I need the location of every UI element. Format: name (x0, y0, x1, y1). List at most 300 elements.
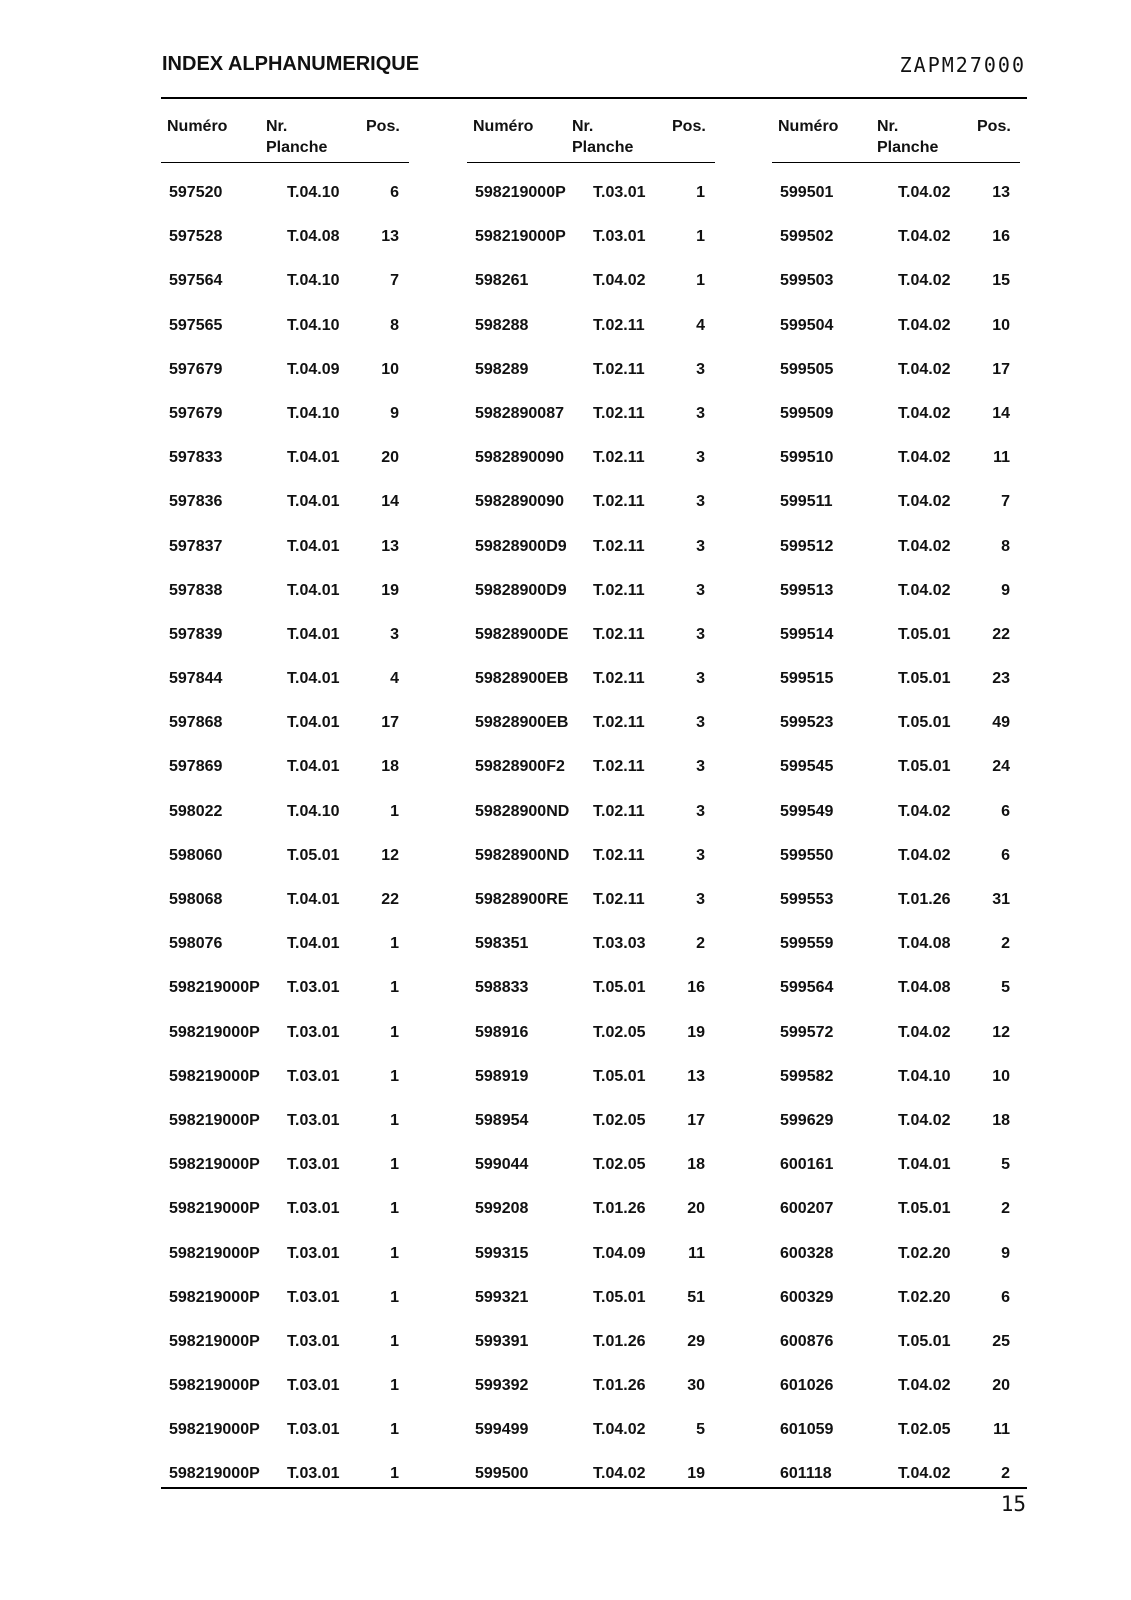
planche-ref: T.01.26 (593, 1377, 646, 1395)
part-number: 599572 (780, 1023, 834, 1041)
header-nr: Nr. (266, 118, 288, 135)
planche-ref: T.04.10 (287, 404, 340, 422)
position: 23 (992, 670, 1010, 688)
position: 10 (381, 360, 399, 378)
part-number: 598219000P (475, 228, 566, 246)
planche-ref: T.04.02 (898, 1465, 951, 1483)
part-number: 59828900EB (475, 670, 569, 688)
position: 1 (390, 979, 399, 997)
planche-ref: T.04.02 (898, 537, 951, 555)
planche-ref: T.04.10 (287, 802, 340, 820)
table-row (772, 392, 1020, 436)
position: 3 (696, 891, 705, 908)
position: 22 (381, 891, 399, 908)
part-number: 598954 (475, 1111, 529, 1129)
planche-ref: T.03.01 (593, 184, 646, 201)
planche-ref: T.04.02 (898, 449, 951, 467)
position: 1 (696, 184, 705, 201)
position: 3 (696, 714, 705, 732)
part-number: 599499 (475, 1421, 529, 1439)
position: 5 (1001, 979, 1010, 997)
header-pos: Pos. (366, 118, 400, 135)
table-row (772, 1011, 1020, 1055)
position: 11 (688, 1244, 705, 1262)
part-number: 600876 (780, 1332, 834, 1350)
planche-ref: T.04.10 (287, 316, 340, 334)
index-column-3 (772, 116, 1020, 1497)
planche-ref: T.05.01 (898, 625, 951, 643)
table-row (467, 215, 715, 259)
table-row (772, 1452, 1020, 1496)
table-row (161, 525, 409, 569)
part-number: 597869 (169, 758, 223, 776)
table-row (772, 304, 1020, 348)
table-row (772, 701, 1020, 745)
position: 3 (696, 404, 705, 422)
position: 16 (992, 228, 1010, 246)
table-row (467, 966, 715, 1010)
position: 4 (696, 316, 705, 334)
position: 1 (390, 1288, 399, 1306)
planche-ref: T.05.01 (898, 1332, 951, 1350)
part-number: 598289 (475, 360, 529, 378)
part-number: 598219000P (169, 1067, 260, 1085)
table-row (467, 1320, 715, 1364)
table-row (772, 215, 1020, 259)
part-number: 598351 (475, 935, 529, 953)
planche-ref: T.04.01 (287, 891, 340, 908)
planche-ref: T.05.01 (593, 1067, 646, 1085)
table-row (772, 745, 1020, 789)
part-number: 600329 (780, 1288, 834, 1306)
table-row (161, 1232, 409, 1276)
part-number: 598219000P (169, 1200, 260, 1218)
part-number: 599513 (780, 581, 834, 599)
planche-ref: T.02.20 (898, 1288, 951, 1306)
header-numero: Numéro (778, 118, 839, 135)
position: 8 (390, 316, 399, 334)
table-row (161, 1011, 409, 1055)
part-number: 59828900DE (475, 625, 569, 643)
part-number: 598219000P (169, 1421, 260, 1439)
position: 1 (390, 1421, 399, 1439)
position: 22 (992, 625, 1010, 643)
position: 2 (696, 935, 705, 953)
part-number: 598219000P (169, 1156, 260, 1174)
table-row (772, 1143, 1020, 1187)
position: 3 (696, 758, 705, 776)
table-row (467, 1011, 715, 1055)
header-numero: Numéro (167, 118, 228, 135)
position: 1 (390, 1111, 399, 1129)
part-number: 5982890090 (475, 449, 564, 467)
position: 29 (687, 1332, 705, 1350)
table-row (772, 259, 1020, 303)
part-number: 600328 (780, 1244, 834, 1262)
planche-ref: T.04.02 (898, 184, 951, 201)
position: 3 (696, 625, 705, 643)
table-row (161, 1099, 409, 1143)
table-row (161, 1055, 409, 1099)
planche-ref: T.03.01 (287, 1067, 340, 1085)
part-number: 599511 (780, 493, 833, 511)
table-row (772, 171, 1020, 215)
position: 20 (687, 1200, 705, 1218)
part-number: 599044 (475, 1156, 529, 1174)
position: 2 (1001, 1465, 1010, 1483)
planche-ref: T.02.11 (593, 891, 645, 908)
part-number: 599545 (780, 758, 834, 776)
position: 9 (390, 404, 399, 422)
table-row (161, 436, 409, 480)
part-number: 59828900EB (475, 714, 569, 732)
part-number: 599549 (780, 802, 834, 820)
position: 2 (1001, 1200, 1010, 1218)
planche-ref: T.03.01 (287, 1111, 340, 1129)
table-row (467, 613, 715, 657)
part-number: 59828900ND (475, 846, 570, 864)
planche-ref: T.05.01 (898, 1200, 951, 1218)
planche-ref: T.03.01 (287, 1288, 340, 1306)
planche-ref: T.03.01 (287, 979, 340, 997)
part-number: 5982890090 (475, 493, 564, 511)
planche-ref: T.05.01 (287, 846, 340, 864)
table-row (161, 480, 409, 524)
part-number: 597679 (169, 404, 223, 422)
header-numero: Numéro (473, 118, 534, 135)
planche-ref: T.04.08 (898, 935, 951, 953)
planche-ref: T.04.10 (898, 1067, 951, 1085)
position: 3 (696, 581, 705, 599)
table-row (467, 569, 715, 613)
table-row (467, 1143, 715, 1187)
position: 1 (390, 1156, 399, 1174)
position: 25 (992, 1332, 1010, 1350)
header-nr-planche (572, 116, 633, 158)
part-number: 598288 (475, 316, 529, 334)
planche-ref: T.02.05 (593, 1156, 646, 1174)
planche-ref: T.02.11 (593, 802, 645, 820)
planche-ref: T.04.01 (287, 758, 340, 776)
table-row (772, 878, 1020, 922)
planche-ref: T.04.01 (287, 935, 340, 953)
planche-ref: T.02.11 (593, 625, 645, 643)
planche-ref: T.02.05 (593, 1023, 646, 1041)
position: 4 (390, 670, 399, 688)
planche-ref: T.04.01 (287, 449, 340, 467)
column-header (161, 116, 409, 162)
part-number: 597868 (169, 714, 223, 732)
part-number: 598916 (475, 1023, 529, 1041)
planche-ref: T.03.01 (593, 228, 646, 246)
position: 12 (381, 846, 399, 864)
part-number: 598219000P (169, 1023, 260, 1041)
position: 1 (390, 1332, 399, 1350)
part-number: 598919 (475, 1067, 529, 1085)
planche-ref: T.05.01 (898, 758, 951, 776)
position: 6 (1001, 846, 1010, 864)
position: 1 (696, 272, 705, 290)
planche-ref: T.02.11 (593, 846, 645, 864)
table-row (772, 1364, 1020, 1408)
part-number: 598219000P (169, 1465, 260, 1483)
table-row (161, 569, 409, 613)
part-number: 597679 (169, 360, 223, 378)
position: 5 (696, 1421, 705, 1439)
part-number: 59828900F2 (475, 758, 565, 776)
planche-ref: T.04.02 (898, 360, 951, 378)
planche-ref: T.04.02 (898, 316, 951, 334)
position: 10 (992, 316, 1010, 334)
table-row (772, 569, 1020, 613)
table-row (467, 480, 715, 524)
position: 9 (1001, 1244, 1010, 1262)
planche-ref: T.04.01 (287, 537, 340, 555)
table-row (467, 1276, 715, 1320)
planche-ref: T.02.05 (898, 1421, 951, 1439)
planche-ref: T.04.01 (898, 1156, 951, 1174)
column-header (467, 116, 715, 162)
table-row (467, 922, 715, 966)
planche-ref: T.02.11 (593, 316, 645, 334)
position: 13 (687, 1067, 705, 1085)
document-code: ZAPM27000 (899, 53, 1026, 77)
part-number: 599509 (780, 404, 834, 422)
part-number: 599208 (475, 1200, 529, 1218)
part-number: 599392 (475, 1377, 529, 1395)
table-row (772, 525, 1020, 569)
position: 17 (381, 714, 399, 732)
planche-ref: T.02.11 (593, 360, 645, 378)
position: 1 (390, 1465, 399, 1483)
part-number: 598060 (169, 846, 223, 864)
planche-ref: T.05.01 (593, 979, 646, 997)
table-row (467, 348, 715, 392)
table-row (467, 304, 715, 348)
table-row (772, 657, 1020, 701)
header-pos: Pos. (977, 118, 1011, 135)
header-planche: Planche (572, 139, 634, 156)
table-row (161, 878, 409, 922)
position: 1 (696, 228, 705, 246)
table-row (161, 215, 409, 259)
planche-ref: T.04.02 (898, 272, 951, 290)
position: 10 (992, 1067, 1010, 1085)
table-row (161, 304, 409, 348)
page-title: INDEX ALPHANUMERIQUE (162, 53, 420, 75)
table-row (772, 480, 1020, 524)
position: 9 (1001, 581, 1010, 599)
bottom-divider (161, 1487, 1027, 1489)
part-number: 599553 (780, 891, 834, 908)
part-number: 599515 (780, 670, 834, 688)
part-number: 597833 (169, 449, 223, 467)
planche-ref: T.03.01 (287, 1377, 340, 1395)
header-pos: Pos. (672, 118, 706, 135)
planche-ref: T.02.11 (593, 404, 645, 422)
planche-ref: T.01.26 (593, 1200, 646, 1218)
part-number: 597528 (169, 228, 223, 246)
planche-ref: T.04.02 (593, 272, 646, 290)
part-number: 597844 (169, 670, 223, 688)
table-row (467, 878, 715, 922)
planche-ref: T.03.01 (287, 1023, 340, 1041)
table-row (467, 525, 715, 569)
planche-ref: T.02.11 (593, 758, 645, 776)
position: 14 (381, 493, 399, 511)
planche-ref: T.04.02 (593, 1465, 646, 1483)
position: 3 (696, 449, 705, 467)
table-row (161, 392, 409, 436)
part-number: 599321 (475, 1288, 529, 1306)
table-row (161, 790, 409, 834)
table-row (772, 1408, 1020, 1452)
position: 3 (696, 360, 705, 378)
part-number: 599501 (780, 184, 834, 201)
part-number: 599503 (780, 272, 834, 290)
header-nr: Nr. (572, 118, 594, 135)
part-number: 597565 (169, 316, 223, 334)
part-number: 598219000P (169, 1244, 260, 1262)
position: 7 (390, 272, 399, 290)
position: 1 (390, 1377, 399, 1395)
planche-ref: T.02.11 (593, 537, 645, 555)
planche-ref: T.02.11 (593, 670, 645, 688)
planche-ref: T.03.01 (287, 1421, 340, 1439)
part-number: 601026 (780, 1377, 834, 1395)
table-row (467, 1232, 715, 1276)
table-row (161, 613, 409, 657)
table-row (467, 745, 715, 789)
planche-ref: T.01.26 (593, 1332, 646, 1350)
part-number: 601118 (780, 1465, 832, 1483)
planche-ref: T.02.05 (593, 1111, 646, 1129)
table-row (772, 966, 1020, 1010)
planche-ref: T.02.11 (593, 449, 645, 467)
part-number: 599512 (780, 537, 834, 555)
part-number: 599564 (780, 979, 834, 997)
part-number: 59828900D9 (475, 537, 567, 555)
planche-ref: T.04.01 (287, 493, 340, 511)
position: 30 (687, 1377, 705, 1395)
table-row (161, 171, 409, 215)
table-row (467, 1408, 715, 1452)
part-number: 59828900RE (475, 891, 569, 908)
table-row (161, 966, 409, 1010)
table-row (161, 1276, 409, 1320)
position: 16 (687, 979, 705, 997)
part-number: 59828900D9 (475, 581, 567, 599)
planche-ref: T.05.01 (593, 1288, 646, 1306)
position: 6 (390, 184, 399, 201)
position: 7 (1001, 493, 1010, 511)
planche-ref: T.04.02 (898, 581, 951, 599)
position: 1 (390, 1244, 399, 1262)
position: 17 (687, 1111, 705, 1129)
table-row (161, 1143, 409, 1187)
planche-ref: T.04.02 (898, 802, 951, 820)
table-row (772, 348, 1020, 392)
table-row (772, 922, 1020, 966)
position: 1 (390, 1023, 399, 1041)
position: 18 (381, 758, 399, 776)
planche-ref: T.04.10 (287, 184, 340, 201)
position: 1 (390, 1200, 399, 1218)
table-row (772, 1187, 1020, 1231)
planche-ref: T.04.01 (287, 670, 340, 688)
table-row (772, 436, 1020, 480)
table-row (161, 657, 409, 701)
part-number: 597838 (169, 581, 223, 599)
part-number: 599629 (780, 1111, 834, 1129)
table-row (467, 790, 715, 834)
position: 2 (1001, 935, 1010, 953)
position: 1 (390, 802, 399, 820)
position: 15 (992, 272, 1010, 290)
part-number: 599504 (780, 316, 834, 334)
part-number: 598076 (169, 935, 223, 953)
table-row (467, 701, 715, 745)
planche-ref: T.03.01 (287, 1200, 340, 1218)
position: 3 (390, 625, 399, 643)
position: 13 (381, 228, 399, 246)
part-number: 597836 (169, 493, 223, 511)
planche-ref: T.03.01 (287, 1332, 340, 1350)
part-number: 598219000P (475, 184, 566, 201)
part-number: 599315 (475, 1244, 529, 1262)
planche-ref: T.01.26 (898, 891, 951, 908)
planche-ref: T.04.01 (287, 625, 340, 643)
position: 17 (992, 360, 1010, 378)
position: 11 (993, 1421, 1010, 1439)
position: 6 (1001, 802, 1010, 820)
part-number: 598022 (169, 802, 223, 820)
planche-ref: T.04.02 (898, 493, 951, 511)
table-row (772, 1320, 1020, 1364)
table-row (161, 1320, 409, 1364)
table-row (467, 171, 715, 215)
planche-ref: T.04.01 (287, 714, 340, 732)
position: 13 (381, 537, 399, 555)
planche-ref: T.03.01 (287, 1465, 340, 1483)
header-planche: Planche (266, 139, 328, 156)
part-number: 598219000P (169, 1332, 260, 1350)
position: 3 (696, 802, 705, 820)
position: 20 (992, 1377, 1010, 1395)
part-number: 598219000P (169, 1288, 260, 1306)
table-row (467, 1187, 715, 1231)
position: 11 (993, 449, 1010, 467)
position: 3 (696, 846, 705, 864)
planche-ref: T.02.11 (593, 493, 645, 511)
table-row (161, 701, 409, 745)
planche-ref: T.04.10 (287, 272, 340, 290)
position: 3 (696, 537, 705, 555)
table-row (161, 834, 409, 878)
page-number: 15 (1000, 1492, 1026, 1516)
table-row (467, 1364, 715, 1408)
part-number: 599391 (475, 1332, 529, 1350)
position: 51 (687, 1288, 705, 1306)
planche-ref: T.02.11 (593, 714, 645, 732)
part-number: 5982890087 (475, 404, 564, 422)
planche-ref: T.03.01 (287, 1156, 340, 1174)
position: 24 (992, 758, 1010, 776)
planche-ref: T.02.20 (898, 1244, 951, 1262)
part-number: 600161 (780, 1156, 834, 1174)
part-number: 599523 (780, 714, 834, 732)
table-row (161, 1187, 409, 1231)
